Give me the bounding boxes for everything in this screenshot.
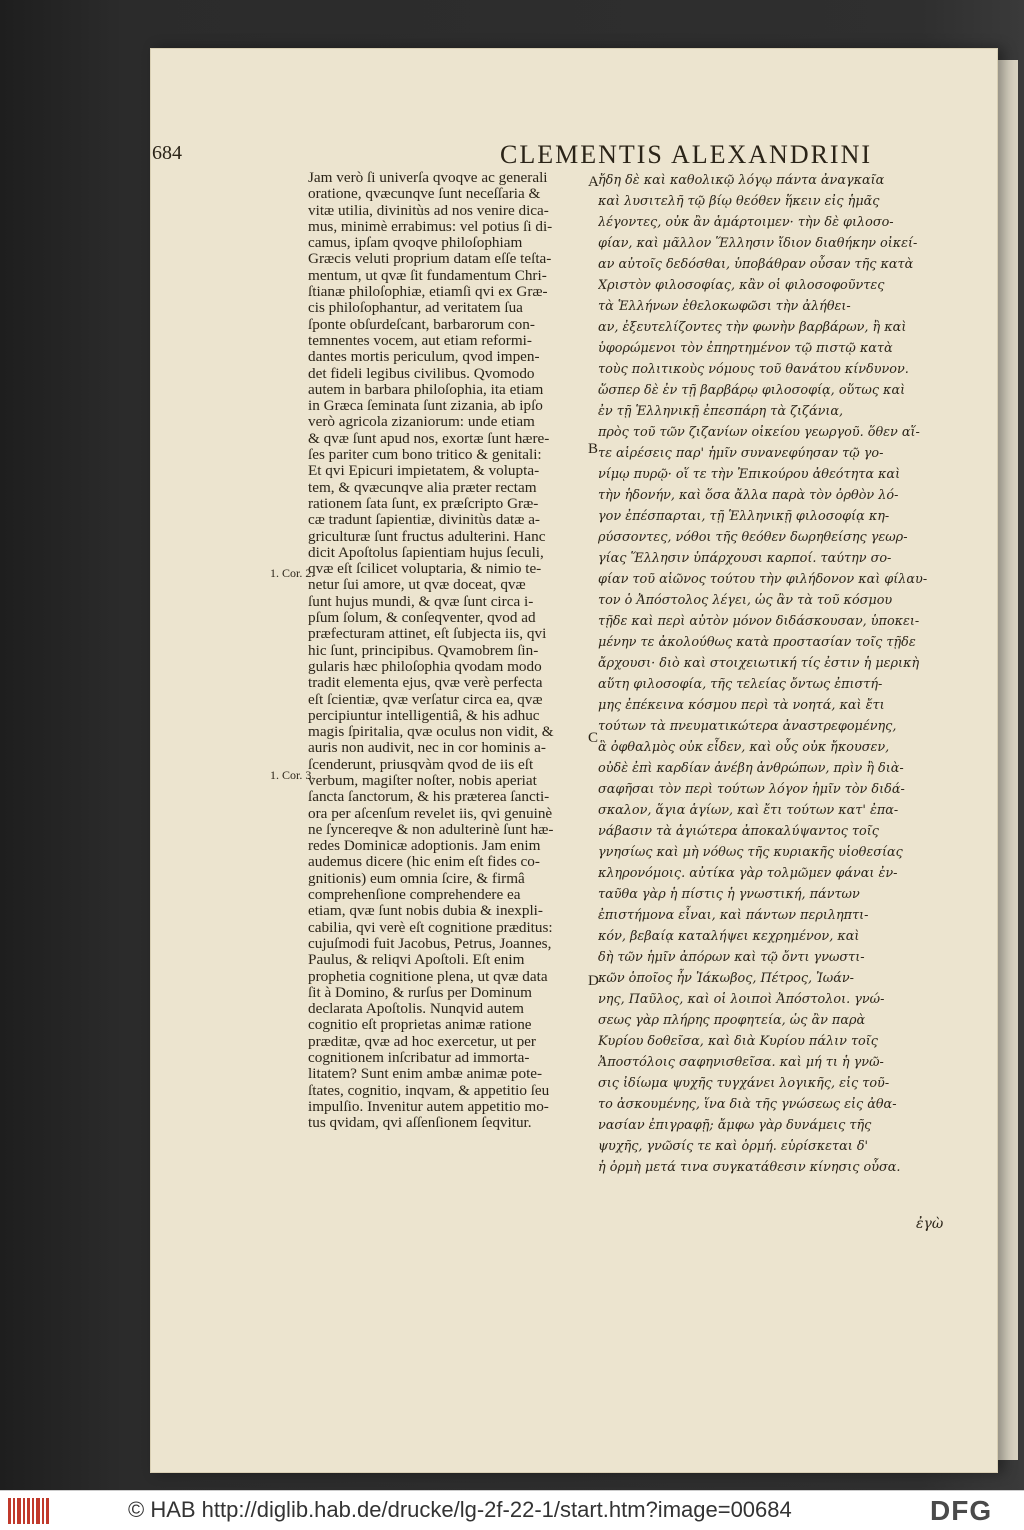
greek-text-line: ἡ ὁρμὴ μετά τινα συγκατάθεσιν κίνησις οὖσα. [598,1160,901,1175]
latin-text-line: cognitionem inſcribatur ad immorta- [308,1050,530,1067]
greek-text-line: ὥσπερ δὲ ἐν τῇ βαρβάρῳ φιλοσοφίᾳ, οὕτως καὶ [598,383,906,398]
greek-text-line: σαφῆσαι τὸν περὶ τούτων λόγον ἡμῖν τὸν διδά- [598,782,905,797]
latin-text-line: Et qvi Epicuri impietatem, & volupta- [308,463,540,480]
latin-text-line: Paulus, & reliqvi Apoſtoli. Eſt enim [308,952,525,969]
latin-text-line: etiam, qvæ ſunt nobis dubia & inexpli- [308,903,543,920]
greek-text-line: Χριστὸν φιλοσοφίας, κἂν οἱ φιλοσοφοῦντες [598,278,885,293]
latin-text-line: gularis hæc philoſophia qvodam modo [308,658,542,675]
latin-text-line: autem in barbara philoſophia, ita etiam [308,381,544,398]
footer-bar [0,1490,1024,1530]
latin-text-line: cujuſmodi fuit Jacobus, Petrus, Joannes, [308,935,552,952]
greek-text-line: τούτων τὰ πνευματικώτερα ἀναστρεφομένης, [598,719,897,734]
latin-text-line: ora per aſcenſum revelet iis, qvi genuinè [308,805,553,822]
latin-text-line: ſtates, cognitio, inqvam, & appetitio ſeu [308,1082,550,1099]
latin-text-line: tus qvidam, qvi aſſenſionem ſeqvitur. [308,1115,532,1132]
greek-text-line: λέγοντες, οὐκ ἂν ἁμάρτοιμεν· τὴν δὲ φιλοσο- [598,215,894,230]
latin-text-line: ſit à Domino, & rurſus per Dominum [308,984,532,1001]
latin-text-line: litatem? Sunt enim ambæ animæ pote- [308,1066,543,1083]
greek-text-line: ἐπιστήμονα εἶναι, καὶ πάντων περιληπτι- [598,908,869,923]
greek-text-line: νάβασιν τὰ ἁγιώτερα ἀποκαλύψαντος τοῖς [598,824,879,839]
latin-text-line: impulſio. Invenitur autem appetitio mo- [308,1098,549,1115]
latin-text-line: præfecturam attinet, eſt ſubjecta iis, qvi [308,626,547,643]
greek-column [598,170,943,1178]
latin-text-line: redes Dominicæ adoptionis. Jam enim [308,838,541,855]
greek-text-line: δὴ τῶν ἡμῖν ἀπόρων καὶ τῷ ὄντι γνωστι- [598,950,865,965]
latin-text-line: in Græca ſeminata ſunt zizania, ab ipſo [308,398,543,415]
greek-text-line: μης ἐπέκεινα κόσμου περὶ τὰ νοητά, καὶ ἔτι [598,698,885,713]
latin-text-line: ne ſyncereqve & non adulterinè ſunt hæ- [308,821,554,838]
latin-text-line: oratione, qvæcunqve ſunt neceſſaria & [308,186,541,203]
latin-text-line: verbum, magiſter noſter, nobis aperiat [308,772,537,789]
greek-text-line: Ἀποστόλοις σαφηνισθεῖσα. καὶ μή τι ἡ γνῶ- [598,1055,884,1070]
latin-text-line: verò agricola zizaniorum: unde etiam [308,414,535,431]
latin-text-line: Jam verò ſi univerſa qvoqve ac generali [308,170,548,186]
latin-text-line: cabilia, qvi verè eſt cognitione præditus: [308,919,553,936]
greek-text-line: φίαν, καὶ μᾶλλον Ἕλλησιν ἴδιον διαθήκην οἰκεί- [598,236,918,251]
greek-text-line: ὑφορώμενοι τὸν ἐπηρτημένον τῷ πιστῷ κατὰ [598,341,893,356]
greek-text-line: σις ἰδίωμα ψυχῆς τυγχάνει λογικῆς, εἰς τοῦ- [598,1076,890,1091]
latin-text-line: Græcis veluti proprium datam eſſe teſta- [308,251,552,268]
greek-text-line: φίαν τοῦ αἰῶνος τούτου τὴν φιλήδονον καὶ φίλαυ- [598,572,928,587]
barcode-icon [8,1498,52,1524]
latin-text-line: dicit Apoſtolus ſapientiam hujus ſeculi, [308,544,544,561]
greek-text-line: τοὺς πολιτικοὺς νόμους τοῦ θανάτου κίνδυνον. [598,362,909,377]
latin-text-line: vitæ utilia, divinitùs ad nos venire dica- [308,202,549,219]
greek-text-line: Κυρίου δοθεῖσα, καὶ διὰ Κυρίου πάλιν τοῖς [598,1034,878,1049]
greek-text-line: οὐδὲ ἐπὶ καρδίαν ἀνέβη ἀνθρώπων, πρὶν ἢ διὰ- [598,761,904,776]
section-letter-d: D [588,973,599,989]
latin-text-line: griculturæ ſunt fructus adulterini. Hanc [308,528,546,545]
latin-text-line: ſancta ſanctorum, & his præterea ſancti- [308,789,550,806]
greek-text-line: καὶ λυσιτελῆ τῷ βίῳ θεόθεν ἥκειν εἰς ἡμᾶς [598,194,880,209]
latin-text-line: dantes mortis periculum, qvod impen- [308,349,540,366]
greek-text-line: γον ἐπέσπαρται, τῇ Ἑλληνικῇ φιλοσοφίᾳ κη- [598,509,890,524]
greek-text-line: ἐν τῇ Ἑλληνικῇ ἐπεσπάρη τὰ ζιζάνια, [598,404,844,419]
greek-text-line: γνησίως καὶ μὴ νόθως τῆς κυριακῆς υἱοθεσίας [598,845,903,860]
latin-text-line: comprehenſione comprehendere ea [308,887,521,904]
section-letter-c: C [588,730,599,746]
greek-text-line: νίμῳ πυρῷ· οἵ τε τὴν Ἐπικούρου ἀθεότητα καὶ [598,467,901,482]
latin-text-line: pſum ſolum, & conſeqventer, qvod ad [308,610,536,627]
latin-text-line: qvæ eſt ſcilicet voluptaria, & nimio te- [308,561,542,578]
greek-text-line: τὰ Ἑλλήνων ἐθελοκωφῶσι τὴν ἀλήθει- [598,299,851,314]
greek-text-line: κληρονόμοις. αὐτίκα γὰρ τολμῶμεν φάναι ἐν- [598,866,898,881]
section-letter-b: B [588,441,599,457]
latin-text-line: ſtianæ philoſophiæ, etiamſi qvi ex Græ- [308,284,548,301]
greek-text-line: τὴν ἡδονήν, καὶ ὅσα ἄλλα παρὰ τὸν ὀρθὸν λό- [598,488,899,503]
greek-text-line: ρύσσοντες, νόθοι τῆς θεόθεν δωρηθείσης γεωρ- [598,530,908,545]
greek-text-line: κῶν ὁποῖος ἦν Ἰάκωβος, Πέτρος, Ἰωάν- [598,971,854,986]
greek-text-line: ἤδη δὲ καὶ καθολικῷ λόγῳ πάντα ἀναγκαῖα [598,173,885,188]
greek-text-line: αν αὐτοῖς δεδόσθαι, ὑποβάθραν οὖσαν τῆς κατὰ [598,257,914,272]
latin-text-line: percipiuntur intelligentiâ, & his adhuc [308,707,540,724]
greek-text-line: ταῦθα γὰρ ἡ πίστις ἡ γνωστική, πάντων [598,887,860,902]
page-number: 684 [152,142,182,164]
greek-text-line: μένην τε ἀκολούθως κατὰ προστασίαν τοῖς τῇδε [598,635,916,650]
section-letter-a: A [588,174,599,190]
greek-text-line: ἃ ὀφθαλμὸς οὐκ εἶδεν, καὶ οὖς οὐκ ἤκουσεν, [598,740,890,755]
latin-text-line: prophetia cognitione plena, ut qvæ data [308,968,548,985]
greek-text-line: νης, Παῦλος, καὶ οἱ λοιποὶ Ἀπόστολοι. γνώ- [598,992,885,1007]
latin-text-line: præditæ, qvæ ad hoc exercetur, ut per [308,1033,536,1050]
greek-text-line: νασίαν ἐπιγραφῇ; ἄμφω γὰρ δυνάμεις τῆς [598,1118,872,1133]
greek-text-line: ἄρχουσι· διὸ καὶ στοιχειωτική τίς ἐστιν ἡ μερικὴ [598,656,920,671]
latin-column [308,170,588,1132]
latin-text-line: cis philoſophantur, ad veritatem ſua [308,300,523,317]
latin-text-line: ſponte obſurdeſcant, barbarorum con- [308,316,535,333]
latin-text-line: auris non audivit, nec in cor hominis a- [308,740,546,757]
greek-text-line: τε αἱρέσεις παρ' ἡμῖν συνανεφύησαν τῷ γο- [598,446,884,461]
latin-text-line: netur ſui amore, ut qvæ doceat, qvæ [308,577,526,594]
latin-text-line: mus, minimè errabimus: vel potius ſi di- [308,218,553,235]
latin-text-line: temnentes vocem, aut etiam reformi- [308,332,532,349]
latin-text-line: det fideli legibus civilibus. Qvomodo [308,365,535,382]
greek-text-line: γίας Ἕλλησιν ὑπάρχουσι καρποί. ταύτην σο- [598,551,892,566]
latin-text-line: mentum, ut qvæ ſit fundamentum Chri- [308,267,547,284]
latin-text-line: & qvæ ſunt apud nos, exortæ ſunt hære- [308,430,550,447]
latin-text-line: magis ſpiritalia, qvæ oculus non vidit, & [308,724,554,741]
latin-text-line: cognitio eſt proprietas animæ ratione [308,1017,532,1034]
latin-text-line: declarata Apoſtolis. Nunqvid autem [308,1001,524,1018]
latin-text-line: cæ tradunt ſapientiæ, divinitùs datæ a- [308,512,540,529]
latin-text-line: ſcenderunt, priusqvàm qvod de iis eſt [308,756,534,773]
latin-text-line: gnitionis) eum omnia ſcire, & firmâ [308,870,525,887]
latin-text-line: audemus dicere (hic enim eſt fides co- [308,854,540,871]
latin-text-line: ſunt hujus mundi, & qvæ ſunt circa i- [308,593,534,610]
margin-reference-2: 1. Cor. 3. [270,768,315,782]
greek-text-line: πρὸς τοῦ τῶν ζιζανίων οἰκείου γεωργοῦ. ὅθεν αἵ- [598,425,920,440]
copyright-credit-link[interactable]: © HAB http://diglib.hab.de/drucke/lg-2f-22-1/start.htm?image=00684 [128,1497,792,1522]
greek-text-line: κόν, βεβαίᾳ καταλήψει κεχρημένον, καὶ [598,929,860,944]
latin-text-line: tem, & qvæcunqve alia præter rectam [308,479,537,496]
greek-text-line: σεως γὰρ πλήρης προφητεία, ὡς ἂν παρὰ [598,1013,866,1028]
greek-text-line: σκαλον, ἅγια ἁγίων, καὶ ἔτι τούτων κατ' ἐπα- [598,803,899,818]
catchword: ἐγὼ [916,1216,944,1232]
dfg-logo: DFG [930,1495,993,1526]
greek-text-line: τον ὁ Ἀπόστολος λέγει, ὡς ἂν τὰ τοῦ κόσμου [598,593,893,608]
margin-reference-1: 1. Cor. 2. [270,566,315,580]
latin-text-line: ſes pariter cum bono tritico & genitali: [308,447,542,464]
greek-text-line: αὕτη φιλοσοφία, τῆς τελείας ὄντως ἐπιστή- [598,677,883,692]
greek-text-line: ψυχῆς, γνῶσίς τε καὶ ὁρμή. εὑρίσκεται δ' [598,1139,869,1154]
greek-text-line: το ἀσκουμένης, ἵνα διὰ τῆς γνώσεως εἰς ἀθα- [598,1097,897,1112]
latin-text-line: eſt ſcientiæ, qvæ verſatur circa ea, qvæ [308,691,543,708]
greek-text-line: αν, ἐξευτελίζοντες τὴν φωνὴν βαρβάρων, ἢ καὶ [598,320,907,335]
latin-text-line: camus, ipſam qvoqve philoſophiam [308,235,523,252]
latin-text-line: hic ſunt, principibus. Qvamobrem ſin- [308,642,539,659]
latin-text-line: rationem ſata ſunt, ex præſcripto Græ- [308,495,539,512]
greek-text-line: τῇδε καὶ περὶ αὐτὸν μόνον διδάσκουσαν, ὑποκει- [598,614,920,629]
book-title: CLEMENTIS ALEXANDRINI [500,140,873,169]
latin-text-line: tradit elementa ejus, qvæ verè perfecta [308,675,543,692]
